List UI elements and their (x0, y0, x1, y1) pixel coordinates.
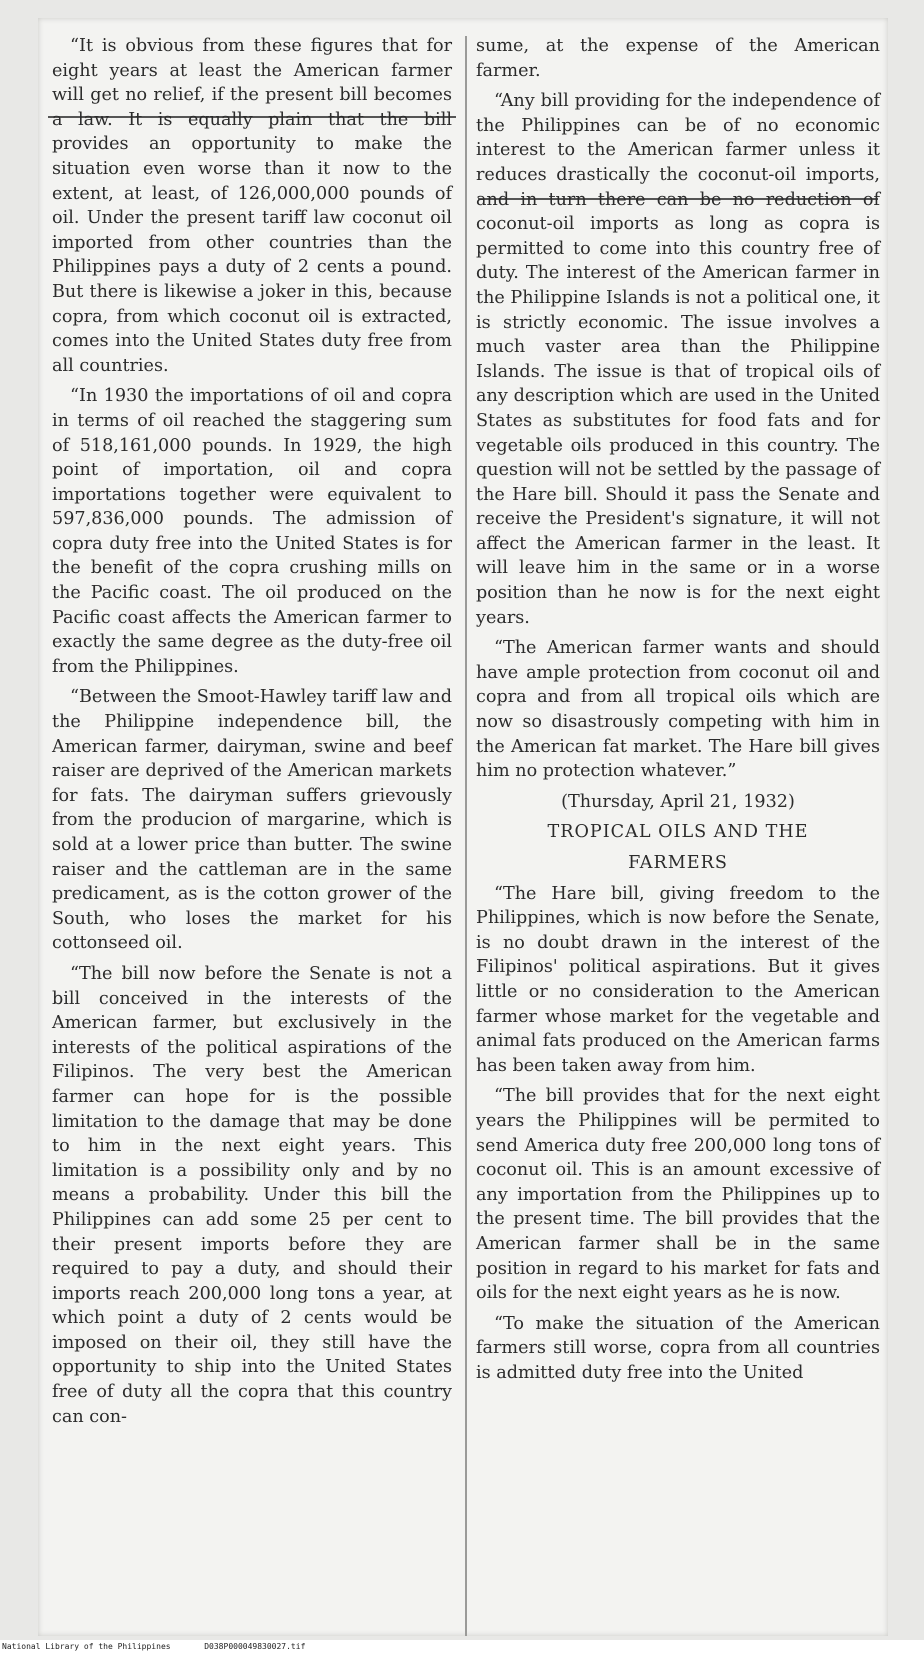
paragraph: “In 1930 the importations of oil and copra in terms of oil reached the staggering sum of 518,161,000 pounds. In 1929, the high point of importation, oil and copra importations together were equivalent to 597,836,000 pounds. The admission of copra duty free into the United States is for the benefit of the copra crushing mills on the Pacific coast. The oil produced on the Pacific coast affects the American farmer to exactly the same degree as the duty-free oil from the Philippines. (52, 386, 452, 677)
footer-file: D038P000049830027.tif (204, 1642, 306, 1651)
paragraph: “Between the Smoot-Hawley tariff law and the Philippine independence bill, the American farmer, dairyman, swine and beef raiser are deprived of the American markets for fats. The dairyman suffers grievously from the producion of margarine, which is sold at a lower price than butter. The swine raiser and the cattleman are in the same predicament, as is the cotton grower of the South, who loses the market for his cottonseed oil. (52, 687, 452, 954)
paragraph: “The bill now before the Senate is not a bill conceived in the interests of the American farmer, but exclusively in the interests of the political aspirations of the Filipinos. The very best the American farmer can hope for is the possible limitation to the damage that may be done to him in the next eight years. This limitation is a possibility only and by no means a probability. Under this bill the Philippines can add some 25 per cent to their present imports before they are required to pay a duty, and should their imports reach 200,000 long tons a year, at which point a duty of 2 cents would be imposed on their oil, they still have the opportunity to ship into the United States free of duty all the copra that this country can con- (52, 963, 452, 1427)
footer-source: National Library of the Philippines (2, 1642, 171, 1651)
article-heading-line-2: FARMERS (628, 853, 728, 873)
newspaper-clipping (38, 18, 888, 1636)
paragraph: “It is obvious from these figures that for eight years at least the American farmer will get no relief, if the present bill becomes a law. It is equally plain that the bill provides an opportunity to make the situation even worse than it now to the extent, at least, of 126,000,000 pounds of oil. Under the present tariff law coconut oil imported from other countries than the Philippines pays a duty of 2 cents a pound. But there is likewise a joker in this, because copra, from which coconut oil is extracted, comes into the United States duty free from all countries. (52, 36, 452, 376)
right-column (476, 34, 880, 1391)
paragraph: “The Hare bill, giving freedom to the Philippines, which is now before the Senate, is no doubt drawn in the interest of the Filipinos' political aspirations. But it gives little or no consideration to the American farmer whose market for the vegetable and animal fats produced on the American farms has been taken away from him. (476, 883, 880, 1076)
paragraph: “The American farmer wants and should have ample protection from coconut oil and copra and from all tropical oils which are now so disastrously competing with him in the American fat market. The Hare bill gives him no protection whatever.” (476, 638, 880, 782)
scan-footer (2, 1642, 922, 1656)
left-column (52, 34, 452, 1435)
article-dateline: (Thursday, April 21, 1932) (561, 791, 795, 812)
column-rule (465, 36, 467, 1636)
paragraph: “Any bill providing for the independence of the Philippines can be of no economic interest to the American farmer unless it reduces drastically the coconut-oil imports, and in turn there can be no reduction of coconut-oil imports as long as copra is permitted to come into this country free of duty. The interest of the American farmer in the Philippine Islands is not a political one, it is strictly economic. The issue involves a much vaster area than the Philippine Islands. The issue is that of tropical oils of any description which are used in the United States as substitutes for food fats and for vegetable oils produced in this country. The question will not be settled by the passage of the Hare bill. Should it pass the Senate and receive the President's signature, it will not affect the American farmer in the least. It will leave him in the same or in a worse position than he now is for the next eight years. (476, 91, 880, 628)
article-heading-line-1: TROPICAL OILS AND THE (547, 822, 809, 843)
paragraph: “To make the situation of the American farmers still worse, copra from all countries is admitted duty free into the United (476, 1313, 880, 1383)
paragraph-continuation: sume, at the expense of the American farmer. (476, 36, 880, 81)
paragraph: “The bill provides that for the next eight years the Philippines will be permited to send America duty free 200,000 long tons of coconut oil. This is an amount excessive of any importation from the Philippines up to the present time. The bill provides that the American farmer shall be in the same position in regard to his market for fats and oils for the next eight years as he is now. (476, 1086, 880, 1304)
